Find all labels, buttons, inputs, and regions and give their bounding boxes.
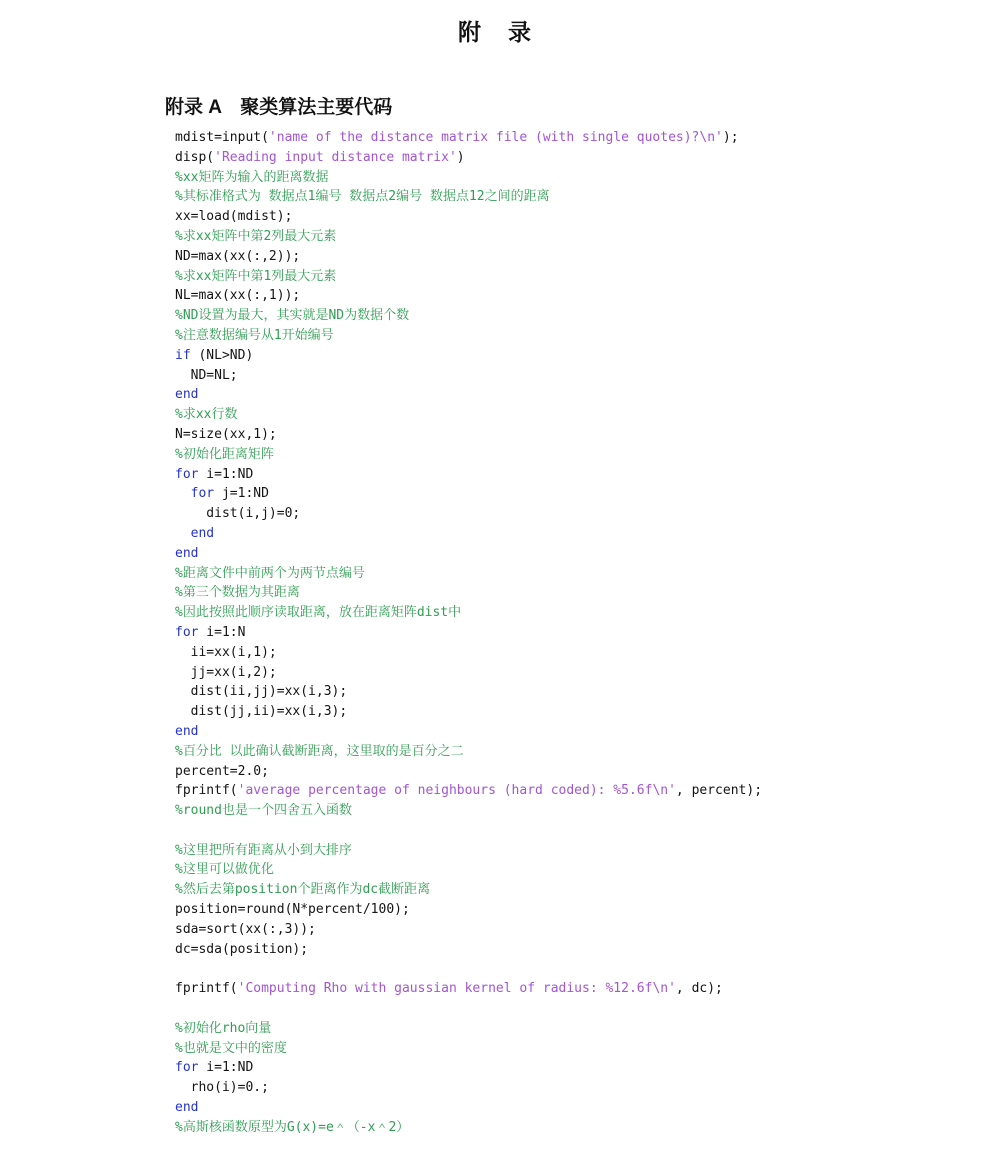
code-line	[175, 1118, 965, 1138]
code-segment-p: );	[722, 130, 739, 145]
code-segment-s: 'average percentage of neighbours (hard coded): %5.6f\n'	[237, 783, 676, 799]
code-segment-p: fprintf(	[175, 981, 238, 997]
code-line	[175, 385, 965, 405]
code-segment-s: 'Reading input distance matrix'	[214, 149, 457, 165]
code-line	[175, 306, 965, 326]
code-line	[175, 227, 965, 247]
code-line	[175, 425, 965, 445]
code-line	[175, 781, 965, 801]
code-line	[175, 702, 965, 722]
code-segment-c: %xx矩阵为输入的距离数据	[175, 169, 329, 185]
code-segment-k: for	[175, 1060, 199, 1076]
code-segment-k: end	[175, 387, 199, 403]
code-line	[175, 445, 965, 465]
code-line	[175, 247, 965, 267]
code-segment-k: if	[175, 347, 191, 363]
code-line	[175, 603, 965, 623]
code-line	[175, 366, 965, 386]
code-line	[175, 1019, 965, 1039]
code-line	[175, 841, 965, 861]
code-segment-c: %这里把所有距离从小到大排序	[175, 842, 352, 858]
page-title: 附 录	[458, 19, 533, 45]
code-segment-k: for	[190, 486, 215, 502]
code-segment-p: jj=xx(i,2);	[175, 664, 277, 680]
code-segment-c: %其标准格式为 数据点1编号 数据点2编号 数据点12之间的距离	[175, 189, 550, 205]
code-line	[175, 999, 965, 1019]
code-segment-p: (NL>ND)	[190, 347, 254, 363]
code-segment-c: %注意数据编号从1开始编号	[175, 327, 334, 343]
code-segment-c: %初始化距离矩阵	[175, 446, 274, 462]
code-line	[175, 900, 965, 920]
code-segment-c: %求xx行数	[175, 407, 238, 423]
section-heading-appendix-a: 附录 A 聚类算法主要代码	[165, 97, 393, 118]
code-segment-c: %百分比 以此确认截断距离，这里取的是百分之二	[175, 743, 464, 759]
code-line	[175, 286, 965, 306]
code-segment-c: %高斯核函数原型为G(x)=e＾（-x＾2）	[175, 1119, 410, 1135]
code-line	[175, 623, 965, 643]
code-block	[175, 128, 965, 1138]
code-segment-c: %然后去第position个距离作为dc截断距离	[175, 882, 431, 898]
code-line	[175, 682, 965, 702]
code-line	[175, 762, 965, 782]
code-segment-c: %第三个数据为其距离	[175, 585, 300, 601]
code-segment-p: ND=NL;	[175, 367, 238, 383]
code-line	[175, 405, 965, 425]
code-segment-p	[175, 526, 191, 541]
code-segment-k: end	[175, 1100, 199, 1116]
code-segment-c: %也就是文中的密度	[175, 1040, 287, 1056]
code-line	[175, 860, 965, 880]
code-line	[175, 1058, 965, 1078]
code-line	[175, 959, 965, 979]
code-segment-k: end	[175, 545, 199, 561]
code-line	[175, 207, 965, 227]
code-line	[175, 801, 965, 821]
code-segment-p: mdist=input(	[175, 130, 269, 145]
code-line	[175, 920, 965, 940]
code-segment-p: i=1:N	[198, 624, 246, 640]
code-segment-c: %因此按照此顺序读取距离，放在距离矩阵dist中	[175, 605, 462, 621]
code-segment-p: dist(ii,jj)=xx(i,3);	[175, 684, 348, 700]
code-segment-c: %这里可以做优化	[175, 862, 274, 878]
code-segment-k: end	[190, 525, 215, 541]
code-segment-p: ND=max(xx(:,2));	[175, 248, 301, 264]
code-segment-p	[175, 486, 191, 501]
code-line	[175, 326, 965, 346]
code-segment-c: %距离文件中前两个为两节点编号	[175, 565, 365, 581]
code-line	[175, 979, 965, 999]
code-line	[175, 346, 965, 366]
code-segment-p: i=1:ND	[198, 466, 254, 482]
code-segment-p: NL=max(xx(:,1));	[175, 288, 301, 304]
code-segment-k: end	[175, 723, 199, 739]
code-segment-p: j=1:ND	[214, 486, 269, 502]
code-line	[175, 148, 965, 168]
code-segment-p: rho(i)=0.;	[175, 1080, 269, 1096]
code-segment-c: %ND设置为最大，其实就是ND为数据个数	[175, 308, 410, 324]
code-segment-p: disp(	[175, 149, 215, 165]
code-segment-p: , dc);	[675, 981, 723, 997]
code-line	[175, 821, 965, 841]
code-line	[175, 524, 965, 544]
code-line	[175, 643, 965, 663]
code-segment-p: position=round(N*percent/100);	[175, 902, 410, 918]
code-line	[175, 1039, 965, 1059]
code-line	[175, 742, 965, 762]
code-line	[175, 1098, 965, 1118]
code-segment-p: dist(i,j)=0;	[175, 506, 301, 522]
code-segment-p: N=size(xx,1);	[175, 426, 277, 442]
code-line	[175, 504, 965, 524]
code-line	[175, 128, 965, 148]
code-segment-p: dc=sda(position);	[175, 941, 309, 957]
code-line	[175, 880, 965, 900]
code-segment-c: %求xx矩阵中第2列最大元素	[175, 228, 337, 244]
code-segment-p: sda=sort(xx(:,3));	[175, 921, 316, 937]
code-segment-k: for	[175, 624, 199, 640]
code-segment-p: )	[456, 149, 465, 165]
code-line	[175, 544, 965, 564]
code-segment-c: %求xx矩阵中第1列最大元素	[175, 268, 337, 284]
code-segment-p: xx=load(mdist);	[175, 209, 293, 225]
code-line	[175, 1078, 965, 1098]
code-segment-p: dist(jj,ii)=xx(i,3);	[175, 704, 348, 720]
code-segment-k: for	[175, 466, 199, 482]
code-segment-c: %round也是一个四舍五入函数	[175, 803, 352, 819]
code-segment-s: 'name of the distance matrix file (with single quotes)?\n'	[268, 130, 723, 145]
code-segment-s: 'Computing Rho with gaussian kernel of radius: %12.6f\n'	[237, 981, 676, 997]
code-line	[175, 940, 965, 960]
code-line	[175, 583, 965, 603]
code-segment-p: , percent);	[675, 783, 763, 799]
code-line	[175, 168, 965, 188]
code-segment-p: percent=2.0;	[175, 763, 269, 779]
code-segment-p: i=1:ND	[198, 1060, 254, 1076]
code-segment-p: ii=xx(i,1);	[175, 644, 277, 660]
code-line	[175, 663, 965, 683]
code-segment-p: fprintf(	[175, 783, 238, 799]
code-line	[175, 484, 965, 504]
code-segment-c: %初始化rho向量	[175, 1020, 272, 1036]
code-line	[175, 187, 965, 207]
code-line	[175, 267, 965, 287]
code-line	[175, 722, 965, 742]
code-line	[175, 564, 965, 584]
code-line	[175, 465, 965, 485]
